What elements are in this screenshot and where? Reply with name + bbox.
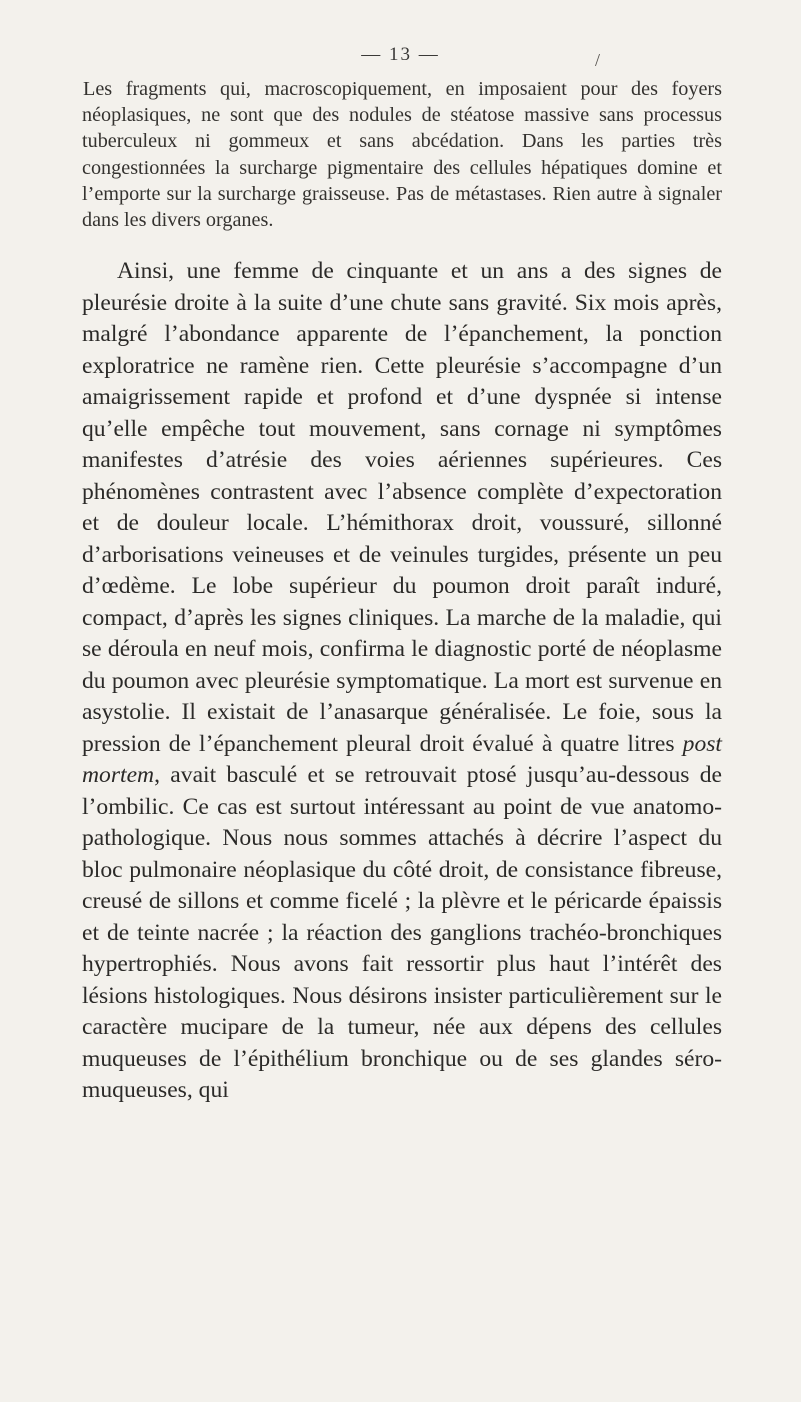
case-summary-text-1: Ainsi, une femme de cinquante et un ans a des signes de pleurésie droite à la suite d’une chute sans gravité. Six mois après, malgré l’abondance apparente de l’épanchement, la ponction exploratrice ne ramène rien. Cette pleurésie s’accompagne d’un amaigrissement rapide et profond et d’une dyspnée si intense qu’elle empêche tout mouvement, sans cornage ni symptômes manifestes d’atrésie des voies aériennes supérieures. Ces phénomènes contrastent avec l’absence: [82, 258, 722, 505]
struck-word: complète: [477, 478, 564, 505]
paragraph-autopsy-findings: Les fragments qui, macroscopiquement, en imposaient pour des foyers néoplasiques, ne sont que des nodules de stéatose massive sans processus tuberculeux ni gommeux et sans abcédation. Dans les parties très congestionnées la surcharge pigmentaire des cellules hépatiques domine et l’emporte sur la surcharge graisseuse. Pas de métastases. Rien autre à signaler dans les divers organes.: [82, 78, 722, 232]
paragraph-case-summary: [82, 256, 722, 1107]
case-summary-text-3: , avait basculé et se retrouvait ptosé jusqu’au-dessous de l’ombilic. Ce cas est surtout intéressant au point de vue anatomo-pathologique. Nous nous sommes attachés à décrire l’aspect du bloc pulmonaire néoplasique du côté droit, de consistance fibreuse, creusé de sillons et comme ficelé ; la plèvre et le péricarde épaissis et de teinte nacrée ; la réaction des ganglions trachéo-bronchiques hypertrophiés. Nous avons fait ressortir plus haut l’intérêt des lésions histologiques. Nous désirons insister particulièrement sur le caractère mucipare de la tumeur, née aux dépens des cellules muqueuses de l’épithélium bronchique ou de ses glandes séro-muqueuses, qui: [82, 762, 722, 1103]
margin-mark: /: [595, 50, 601, 70]
case-summary-text-2: d’expectoration et de douleur locale. L’hémithorax droit, voussuré, sillonné d’arborisations veineuses et de veinules turgides, présente un peu d’œdème. Le lobe supérieur du poumon droit paraît induré, compact, d’après les signes cliniques. La marche de la maladie, qui se déroula en neuf mois, confirma le diagnostic porté de néoplasme du poumon avec pleurésie symptomatique. La mort est survenue en asystolie. Il existait de l’anasarque généralisée. Le foie, sous la pression de l’épanchement pleural droit évalué à quatre litres: [82, 478, 723, 757]
italic-post-mortem: post mortem: [82, 730, 722, 788]
page-number: — 13 —: [361, 44, 440, 65]
